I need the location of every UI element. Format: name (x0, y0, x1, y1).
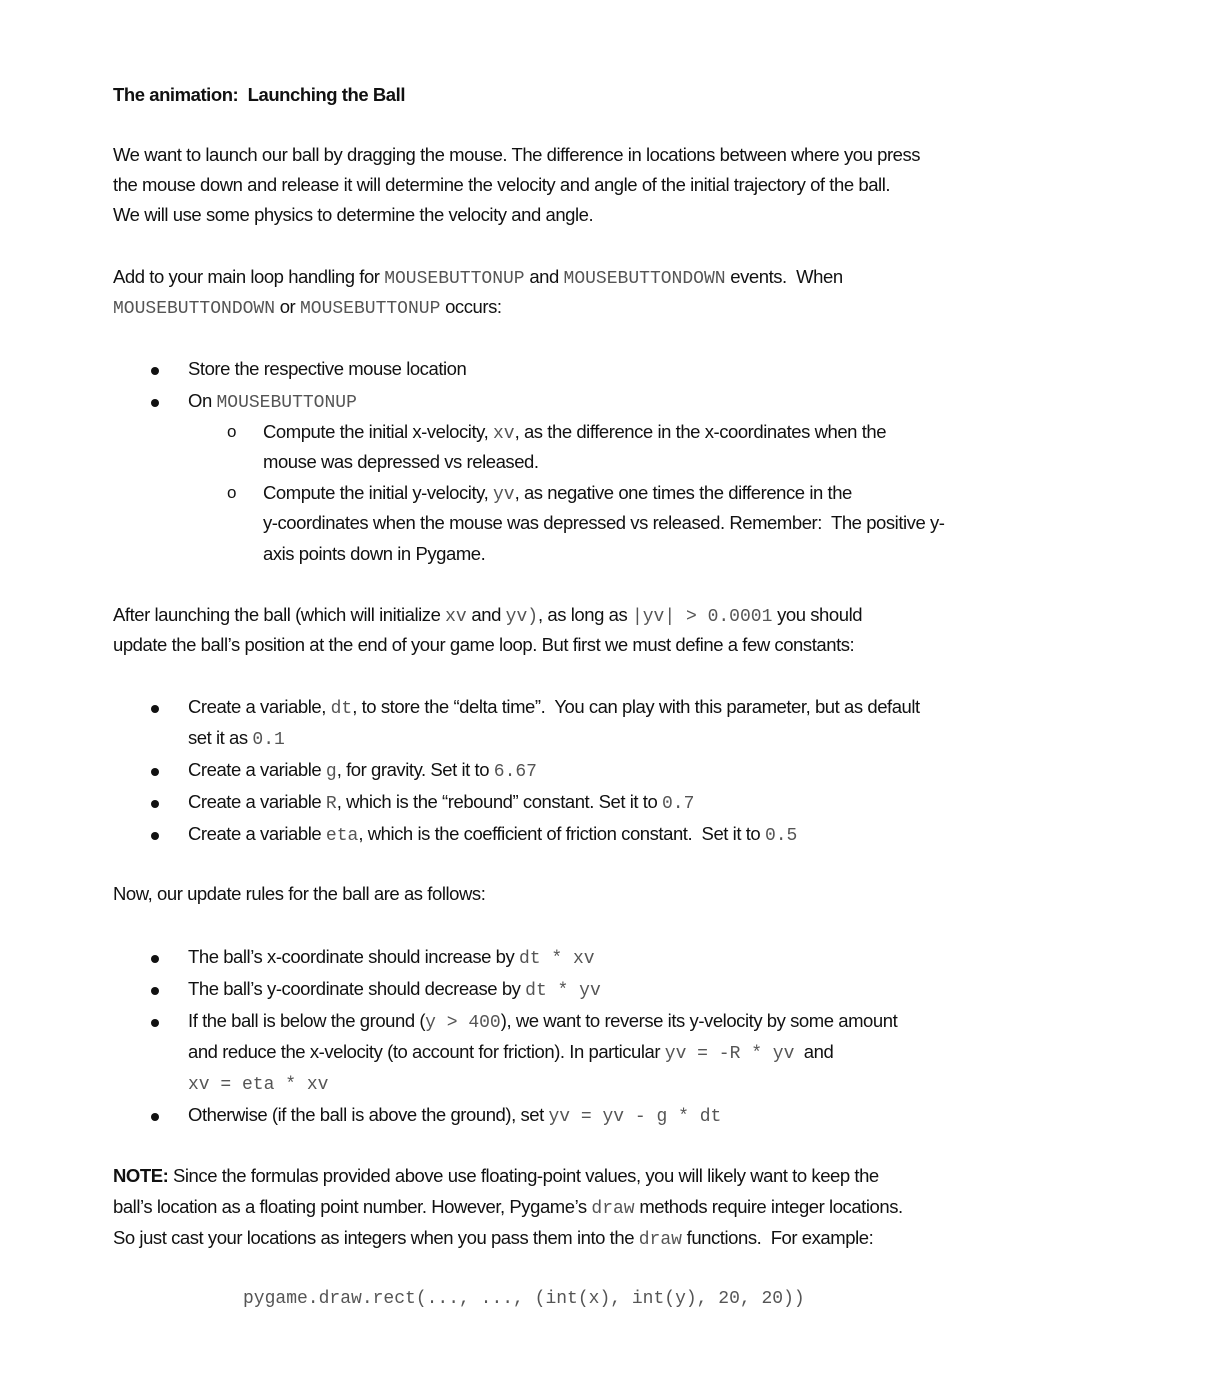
bullet-icon (151, 819, 159, 849)
inline-code: y > 400 (425, 1013, 501, 1033)
text: methods require integer locations. (634, 1196, 903, 1217)
inline-code: g (325, 762, 337, 782)
text-line (188, 1068, 328, 1098)
inline-code: 6.67 (493, 762, 537, 782)
text-line (263, 447, 539, 477)
text-line (188, 723, 285, 753)
text: , which is the “rebound” constant. Set it to (336, 791, 662, 812)
text: , to store the “delta time”. You can play with this parameter, but as default (352, 696, 920, 717)
text-line (263, 478, 852, 508)
bullet-dot-icon (151, 1113, 159, 1121)
text-line (113, 262, 843, 292)
text: Store the respective mouse location (188, 358, 467, 379)
text: If the ball is below the ground ( (188, 1010, 426, 1031)
bullet-dot-icon (151, 399, 159, 407)
text: Create a variable (188, 759, 326, 780)
inline-code: dt * yv (525, 981, 601, 1001)
inline-code: 0.1 (252, 730, 285, 750)
bullet-icon (151, 386, 159, 416)
text-line (113, 1161, 879, 1191)
text-line (263, 508, 945, 538)
inline-code: xv (445, 607, 467, 627)
text: The ball’s x-coordinate should increase by (188, 946, 519, 967)
text: events. When (725, 266, 843, 287)
text: Compute the initial x-velocity, (263, 421, 493, 442)
sub-bullet-icon: o (227, 483, 237, 502)
text-line (113, 1192, 903, 1222)
bullet-dot-icon (151, 705, 159, 713)
text: and (524, 266, 564, 287)
text-line (188, 692, 920, 722)
text-line (263, 539, 485, 569)
text: the mouse down and release it will determine the velocity and angle of the initial trajectory of the ball. (113, 174, 891, 195)
inline-code: xv (492, 424, 515, 444)
text: y-coordinates when the mouse was depressed vs released. Remember: The positive y- (263, 512, 945, 533)
text-line (113, 200, 593, 230)
text-line (188, 755, 537, 785)
inline-code: 0.5 (764, 826, 798, 846)
text: We will use some physics to determine the velocity and angle. (113, 204, 594, 225)
text: , for gravity. Set it to (336, 759, 494, 780)
inline-code: yv) (505, 607, 539, 627)
inline-code: xv = eta * xv (188, 1075, 329, 1095)
inline-code: draw (591, 1199, 635, 1219)
text-line (188, 1037, 833, 1067)
text-line (188, 974, 601, 1004)
text: , as negative one times the difference in the (514, 482, 852, 503)
bullet-dot-icon (151, 832, 159, 840)
bullet-icon (151, 1100, 159, 1130)
text-line (113, 600, 862, 630)
inline-code: dt (330, 699, 353, 719)
inline-code: MOUSEBUTTONDOWN (113, 299, 276, 319)
section-title (113, 80, 405, 110)
text: , as the difference in the x-coordinates when the (514, 421, 887, 442)
inline-code: draw (638, 1230, 682, 1250)
text: Create a variable (188, 791, 326, 812)
bullet-dot-icon (151, 800, 159, 808)
inline-code: |yv| > 0.0001 (631, 607, 773, 627)
inline-code: R (325, 794, 337, 814)
text-line (188, 819, 797, 849)
bullet-dot-icon (151, 1019, 159, 1027)
inline-code: 0.7 (662, 794, 695, 814)
bold-text: NOTE: (113, 1165, 169, 1186)
text-line (188, 942, 595, 972)
inline-code: pygame.draw.rect(..., ..., (int(x), int(y), 20, 20)) (243, 1289, 805, 1309)
text: ), we want to reverse its y-velocity by some amount (500, 1010, 898, 1031)
text-line (188, 1100, 721, 1130)
inline-code: MOUSEBUTTONDOWN (563, 269, 726, 289)
text: and reduce the x-velocity (to account for friction). In particular (188, 1041, 665, 1062)
text: functions. For example: (681, 1227, 874, 1248)
inline-code: yv (492, 485, 515, 505)
inline-code: MOUSEBUTTONUP (299, 299, 441, 319)
text: occurs: (440, 296, 502, 317)
text-line (113, 140, 920, 170)
inline-code: MOUSEBUTTONUP (384, 269, 525, 289)
text: Compute the initial y-velocity, (263, 482, 493, 503)
bullet-dot-icon (151, 367, 159, 375)
text: , which is the coefficient of friction constant. Set it to (358, 823, 765, 844)
text: After launching the ball (which will initialize (113, 604, 446, 625)
text: So just cast your locations as integers when you pass them into the (113, 1227, 639, 1248)
text: update the ball’s position at the end of your game loop. But first we must define a few constants: (113, 634, 855, 655)
text: , as long as (538, 604, 632, 625)
text: Now, our update rules for the ball are as follows: (113, 883, 486, 904)
inline-code: MOUSEBUTTONUP (216, 393, 357, 413)
bullet-dot-icon (151, 768, 159, 776)
inline-code: yv = -R * yv (664, 1044, 795, 1064)
text: and (466, 604, 506, 625)
text-line (113, 1223, 873, 1253)
text: The ball’s y-coordinate should decrease by (188, 978, 526, 999)
bullet-icon (151, 974, 159, 1004)
text: mouse was depressed vs released. (263, 451, 539, 472)
text-line (188, 354, 466, 384)
bullet-icon (151, 755, 159, 785)
text: Since the formulas provided above use floating-point values, you will likely want to keep the (168, 1165, 879, 1186)
bold-text: The animation: Launching the Ball (113, 84, 406, 105)
bullet-dot-icon (151, 955, 159, 963)
text-line (188, 787, 694, 817)
inline-code: dt * xv (518, 949, 595, 969)
bullet-icon (151, 1006, 159, 1036)
text: set it as (188, 727, 253, 748)
text: We want to launch our ball by dragging the mouse. The difference in locations between where you press (113, 144, 921, 165)
bullet-icon (151, 787, 159, 817)
text: you should (772, 604, 863, 625)
inline-code: eta (325, 826, 359, 846)
text-line (113, 292, 502, 322)
text: Add to your main loop handling for (113, 266, 385, 287)
text: axis points down in Pygame. (263, 543, 486, 564)
text: On (188, 390, 217, 411)
text: ball’s location as a floating point number. However, Pygame’s (113, 1196, 592, 1217)
text: Create a variable, (188, 696, 331, 717)
text-line (113, 879, 485, 909)
text: and (794, 1041, 834, 1062)
text-line (188, 1006, 897, 1036)
text: or (275, 296, 300, 317)
code-example (243, 1282, 805, 1312)
text: Otherwise (if the ball is above the ground), set (188, 1104, 549, 1125)
bullet-dot-icon (151, 987, 159, 995)
sub-bullet-icon: o (227, 422, 237, 441)
text-line (113, 630, 854, 660)
bullet-icon (151, 354, 159, 384)
bullet-icon (151, 692, 159, 722)
text-line (188, 386, 357, 416)
text-line (263, 417, 886, 447)
bullet-icon (151, 942, 159, 972)
text: Create a variable (188, 823, 326, 844)
text-line (113, 170, 890, 200)
inline-code: yv = yv - g * dt (548, 1107, 722, 1127)
